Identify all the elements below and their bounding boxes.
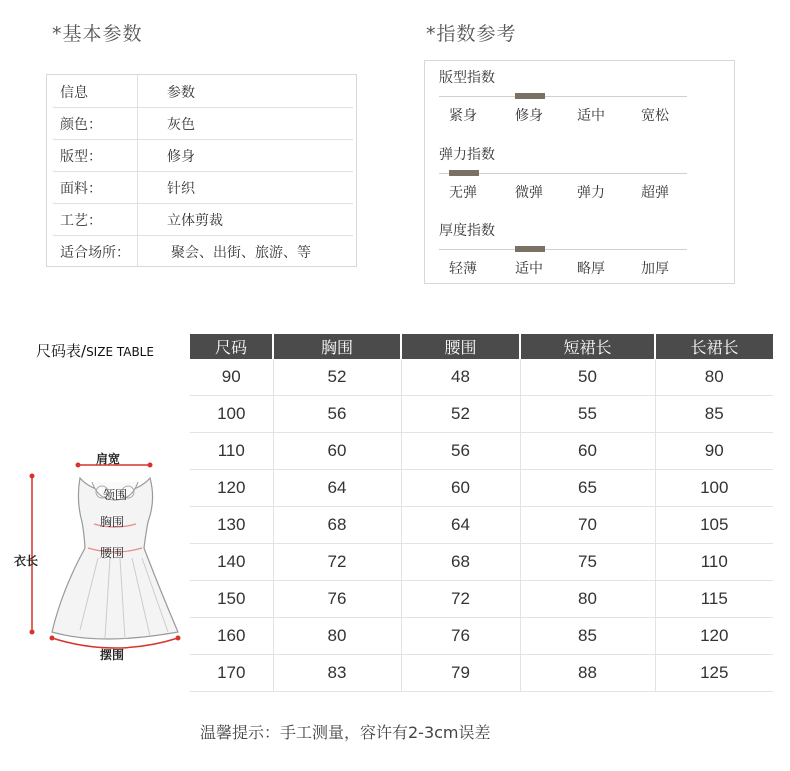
index-marker [515, 93, 545, 99]
size-table [190, 334, 773, 692]
param-row [53, 107, 353, 140]
index-title: 版型指数 [439, 70, 495, 86]
chest-label: 胸围 [100, 515, 125, 529]
param-row [53, 75, 353, 108]
table-cell: 100 [190, 396, 273, 433]
param-row [53, 171, 353, 204]
table-cell: 79 [401, 655, 520, 692]
measurement-note: 温馨提示：手工测量，容许有2-3cm误差 [200, 723, 491, 742]
table-cell: 110 [655, 544, 773, 581]
table-cell: 120 [655, 618, 773, 655]
index-title: 厚度指数 [439, 223, 495, 239]
table-cell: 48 [401, 359, 520, 396]
size-table-label [36, 340, 154, 361]
index-option: 微弹 [515, 185, 543, 201]
table-cell: 115 [655, 581, 773, 618]
table-cell: 75 [520, 544, 655, 581]
table-row [190, 544, 773, 581]
param-value: 修身 [167, 149, 195, 165]
table-cell: 64 [273, 470, 401, 507]
table-cell: 56 [401, 433, 520, 470]
param-value: 灰色 [167, 117, 195, 133]
column-header: 腰围 [401, 334, 520, 359]
index-reference-panel [424, 60, 735, 284]
basic-params-table [46, 74, 357, 267]
param-row [53, 203, 353, 236]
table-cell: 90 [655, 433, 773, 470]
table-cell: 76 [273, 581, 401, 618]
table-row [190, 396, 773, 433]
size-label-en: SIZE TABLE [86, 345, 154, 359]
table-cell: 80 [273, 618, 401, 655]
dress-measurement-diagram [10, 440, 190, 670]
fit-index [425, 61, 736, 137]
table-cell: 150 [190, 581, 273, 618]
index-scale-line [439, 96, 687, 97]
table-cell: 70 [520, 507, 655, 544]
index-option: 适中 [577, 108, 605, 124]
table-cell: 88 [520, 655, 655, 692]
param-value: 聚会、出街、旅游、等 [171, 245, 311, 261]
table-cell: 68 [273, 507, 401, 544]
waist-label: 腰围 [100, 546, 125, 560]
index-option: 无弹 [449, 185, 477, 201]
column-header: 短裙长 [520, 334, 655, 359]
index-option: 修身 [515, 108, 543, 124]
table-cell: 52 [273, 359, 401, 396]
shoulder-label: 肩宽 [96, 452, 121, 466]
table-cell: 120 [190, 470, 273, 507]
index-marker [515, 246, 545, 252]
table-cell: 85 [655, 396, 773, 433]
table-cell: 56 [273, 396, 401, 433]
param-value: 参数 [167, 85, 195, 101]
column-header: 胸围 [273, 334, 401, 359]
table-header-row [190, 334, 773, 359]
table-cell: 60 [401, 470, 520, 507]
index-option: 弹力 [577, 185, 605, 201]
collar-label: 领围 [103, 488, 128, 502]
table-cell: 105 [655, 507, 773, 544]
table-row [190, 618, 773, 655]
param-row [53, 235, 353, 267]
table-cell: 76 [401, 618, 520, 655]
table-cell: 64 [401, 507, 520, 544]
param-key: 面料： [60, 181, 102, 197]
index-scale-line [439, 249, 687, 250]
table-cell: 65 [520, 470, 655, 507]
table-cell: 125 [655, 655, 773, 692]
table-cell: 72 [401, 581, 520, 618]
param-key: 颜色： [60, 117, 102, 133]
table-row [190, 655, 773, 692]
table-cell: 60 [520, 433, 655, 470]
param-value: 立体剪裁 [167, 213, 223, 229]
param-value: 针织 [167, 181, 195, 197]
table-cell: 85 [520, 618, 655, 655]
table-row [190, 470, 773, 507]
table-row [190, 433, 773, 470]
table-row [190, 359, 773, 396]
param-key: 工艺： [60, 213, 102, 229]
column-header: 长裙长 [655, 334, 773, 359]
table-cell: 60 [273, 433, 401, 470]
thickness-index [425, 214, 736, 290]
column-header: 尺码 [190, 334, 273, 359]
elasticity-index [425, 138, 736, 214]
table-cell: 50 [520, 359, 655, 396]
index-option: 略厚 [577, 261, 605, 277]
param-key: 信息 [60, 85, 88, 101]
table-cell: 130 [190, 507, 273, 544]
table-cell: 110 [190, 433, 273, 470]
table-cell: 72 [273, 544, 401, 581]
index-marker [449, 170, 479, 176]
table-cell: 80 [520, 581, 655, 618]
table-cell: 160 [190, 618, 273, 655]
param-key: 版型： [60, 149, 102, 165]
basic-params-title: *基本参数 [52, 23, 143, 45]
index-title: 弹力指数 [439, 147, 495, 163]
hem-label: 摆围 [100, 648, 125, 662]
param-row [53, 139, 353, 172]
index-option: 紧身 [449, 108, 477, 124]
index-option: 加厚 [641, 261, 669, 277]
index-option: 轻薄 [449, 261, 477, 277]
index-option: 宽松 [641, 108, 669, 124]
index-option: 超弹 [641, 185, 669, 201]
table-cell: 52 [401, 396, 520, 433]
table-cell: 80 [655, 359, 773, 396]
index-option: 适中 [515, 261, 543, 277]
table-cell: 83 [273, 655, 401, 692]
table-cell: 68 [401, 544, 520, 581]
index-reference-title: *指数参考 [426, 23, 517, 45]
size-label-cn: 尺码表/ [36, 342, 87, 360]
table-cell: 140 [190, 544, 273, 581]
table-row [190, 507, 773, 544]
table-cell: 100 [655, 470, 773, 507]
table-cell: 55 [520, 396, 655, 433]
param-key: 适合场所： [60, 245, 130, 261]
table-cell: 170 [190, 655, 273, 692]
length-label: 衣长 [14, 554, 39, 568]
table-cell: 90 [190, 359, 273, 396]
table-row [190, 581, 773, 618]
